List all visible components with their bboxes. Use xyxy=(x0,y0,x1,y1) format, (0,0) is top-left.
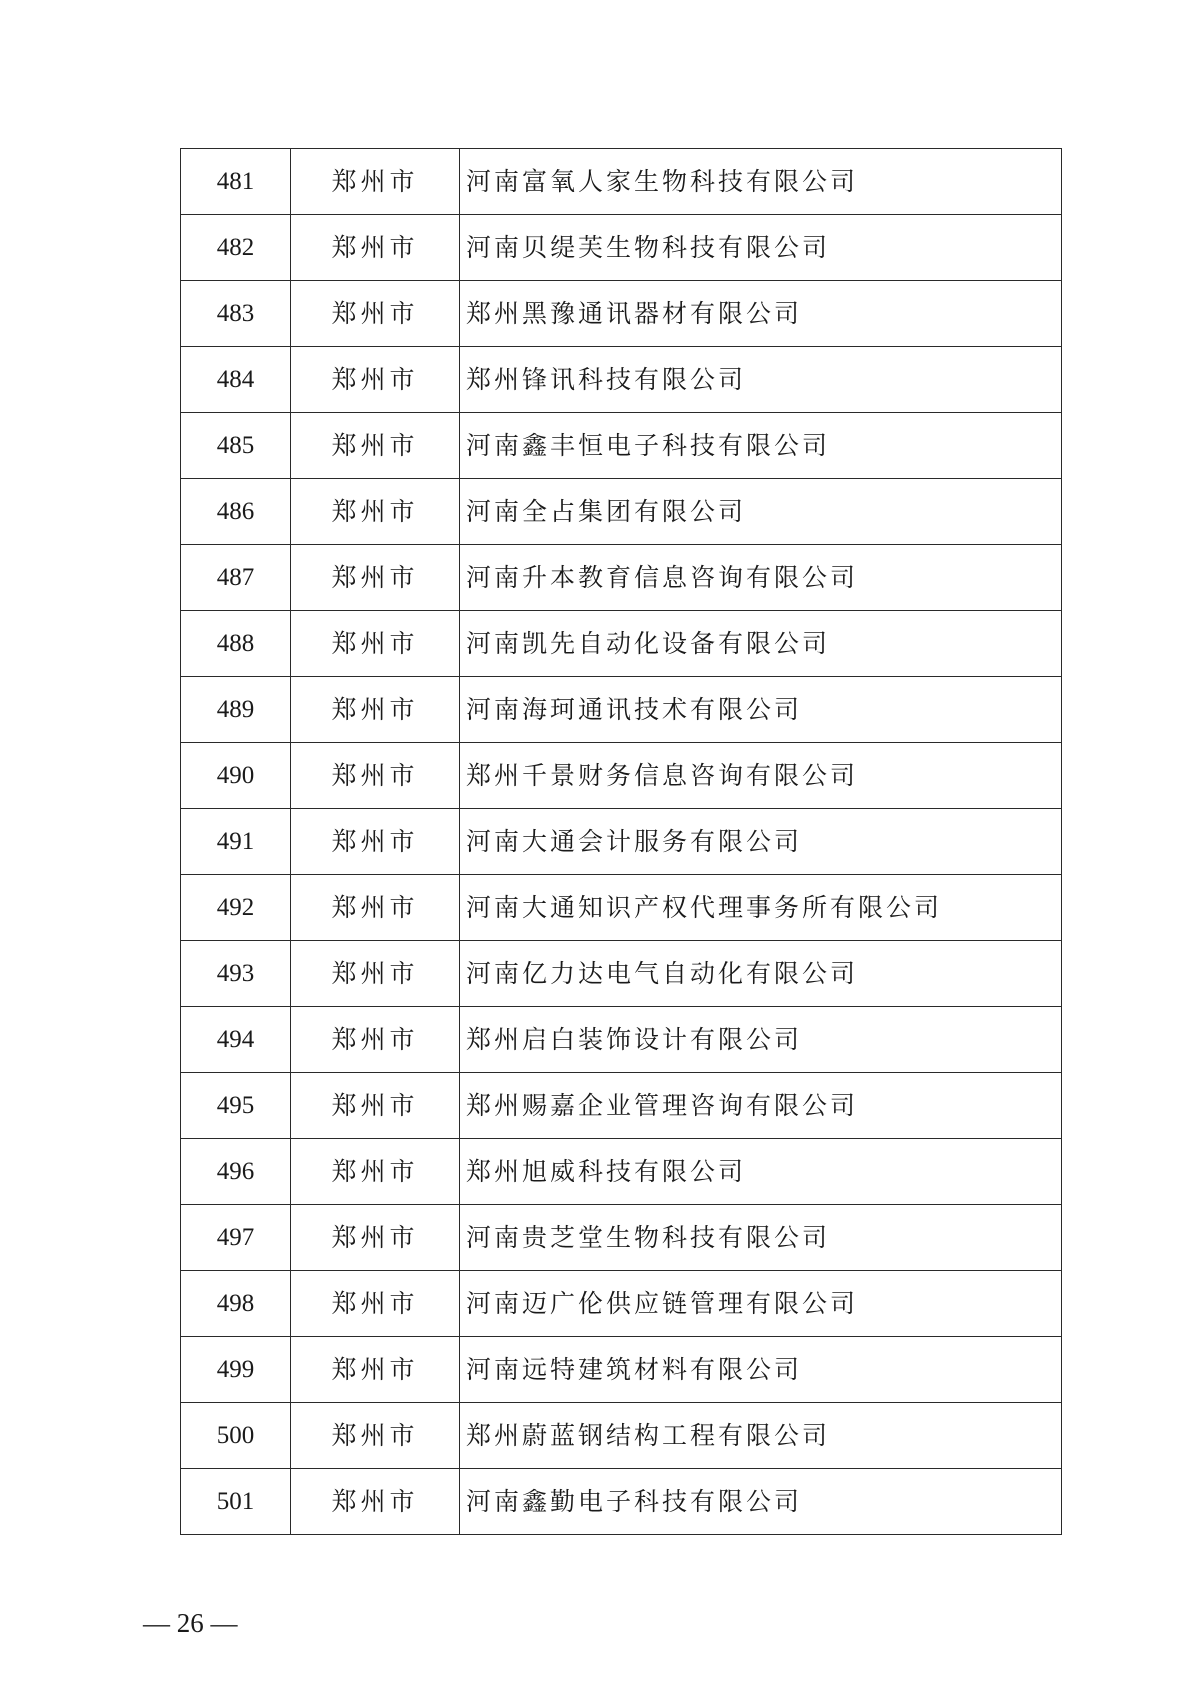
row-number-cell: 490 xyxy=(181,743,291,809)
company-name-cell: 郑州锋讯科技有限公司 xyxy=(460,347,1062,413)
table-row xyxy=(181,1271,1062,1337)
city-cell: 郑州市 xyxy=(291,479,460,545)
company-name-cell: 河南鑫丰恒电子科技有限公司 xyxy=(460,413,1062,479)
row-number-cell: 484 xyxy=(181,347,291,413)
row-number-cell: 488 xyxy=(181,611,291,677)
company-name-cell: 郑州千景财务信息咨询有限公司 xyxy=(460,743,1062,809)
row-number-cell: 486 xyxy=(181,479,291,545)
city-cell: 郑州市 xyxy=(291,809,460,875)
table-row xyxy=(181,809,1062,875)
table-row xyxy=(181,1403,1062,1469)
city-cell: 郑州市 xyxy=(291,1007,460,1073)
city-cell: 郑州市 xyxy=(291,347,460,413)
company-name-cell: 河南远特建筑材料有限公司 xyxy=(460,1337,1062,1403)
city-cell: 郑州市 xyxy=(291,677,460,743)
company-name-cell: 河南贝缇芙生物科技有限公司 xyxy=(460,215,1062,281)
row-number-cell: 500 xyxy=(181,1403,291,1469)
city-cell: 郑州市 xyxy=(291,149,460,215)
row-number-cell: 498 xyxy=(181,1271,291,1337)
table-row xyxy=(181,1073,1062,1139)
row-number-cell: 493 xyxy=(181,941,291,1007)
city-cell: 郑州市 xyxy=(291,1205,460,1271)
table-row xyxy=(181,1139,1062,1205)
table-row xyxy=(181,545,1062,611)
table-row xyxy=(181,413,1062,479)
row-number-cell: 495 xyxy=(181,1073,291,1139)
row-number-cell: 482 xyxy=(181,215,291,281)
table-row xyxy=(181,743,1062,809)
table-row xyxy=(181,1007,1062,1073)
city-cell: 郑州市 xyxy=(291,1139,460,1205)
table-row xyxy=(181,1469,1062,1535)
company-name-cell: 郑州旭威科技有限公司 xyxy=(460,1139,1062,1205)
city-cell: 郑州市 xyxy=(291,1469,460,1535)
company-name-cell: 河南迈广伦供应链管理有限公司 xyxy=(460,1271,1062,1337)
company-name-cell: 河南大通会计服务有限公司 xyxy=(460,809,1062,875)
company-name-cell: 郑州赐嘉企业管理咨询有限公司 xyxy=(460,1073,1062,1139)
row-number-cell: 501 xyxy=(181,1469,291,1535)
row-number-cell: 485 xyxy=(181,413,291,479)
table-row xyxy=(181,347,1062,413)
table-row xyxy=(181,479,1062,545)
row-number-cell: 483 xyxy=(181,281,291,347)
city-cell: 郑州市 xyxy=(291,1271,460,1337)
company-name-cell: 河南贵芝堂生物科技有限公司 xyxy=(460,1205,1062,1271)
row-number-cell: 499 xyxy=(181,1337,291,1403)
city-cell: 郑州市 xyxy=(291,1337,460,1403)
table-row xyxy=(181,149,1062,215)
table-row xyxy=(181,1205,1062,1271)
city-cell: 郑州市 xyxy=(291,743,460,809)
city-cell: 郑州市 xyxy=(291,545,460,611)
row-number-cell: 497 xyxy=(181,1205,291,1271)
row-number-cell: 494 xyxy=(181,1007,291,1073)
company-name-cell: 河南鑫勤电子科技有限公司 xyxy=(460,1469,1062,1535)
city-cell: 郑州市 xyxy=(291,413,460,479)
city-cell: 郑州市 xyxy=(291,941,460,1007)
company-name-cell: 河南富氧人家生物科技有限公司 xyxy=(460,149,1062,215)
company-name-cell: 河南升本教育信息咨询有限公司 xyxy=(460,545,1062,611)
table-body xyxy=(181,149,1062,1535)
table-row xyxy=(181,941,1062,1007)
table-row xyxy=(181,215,1062,281)
company-name-cell: 郑州蔚蓝钢结构工程有限公司 xyxy=(460,1403,1062,1469)
company-name-cell: 河南海珂通讯技术有限公司 xyxy=(460,677,1062,743)
company-name-cell: 河南亿力达电气自动化有限公司 xyxy=(460,941,1062,1007)
table-row xyxy=(181,1337,1062,1403)
company-name-cell: 河南大通知识产权代理事务所有限公司 xyxy=(460,875,1062,941)
row-number-cell: 481 xyxy=(181,149,291,215)
company-name-cell: 河南全占集团有限公司 xyxy=(460,479,1062,545)
city-cell: 郑州市 xyxy=(291,875,460,941)
company-name-cell: 郑州启白装饰设计有限公司 xyxy=(460,1007,1062,1073)
table-row xyxy=(181,281,1062,347)
row-number-cell: 492 xyxy=(181,875,291,941)
page-number: — 26 — xyxy=(143,1608,238,1638)
city-cell: 郑州市 xyxy=(291,1073,460,1139)
city-cell: 郑州市 xyxy=(291,215,460,281)
company-name-cell: 郑州黑豫通讯器材有限公司 xyxy=(460,281,1062,347)
city-cell: 郑州市 xyxy=(291,1403,460,1469)
city-cell: 郑州市 xyxy=(291,611,460,677)
row-number-cell: 496 xyxy=(181,1139,291,1205)
table-row xyxy=(181,611,1062,677)
row-number-cell: 489 xyxy=(181,677,291,743)
company-name-cell: 河南凯先自动化设备有限公司 xyxy=(460,611,1062,677)
table-row xyxy=(181,875,1062,941)
row-number-cell: 487 xyxy=(181,545,291,611)
company-list-table xyxy=(180,148,1062,1535)
row-number-cell: 491 xyxy=(181,809,291,875)
table-row xyxy=(181,677,1062,743)
city-cell: 郑州市 xyxy=(291,281,460,347)
